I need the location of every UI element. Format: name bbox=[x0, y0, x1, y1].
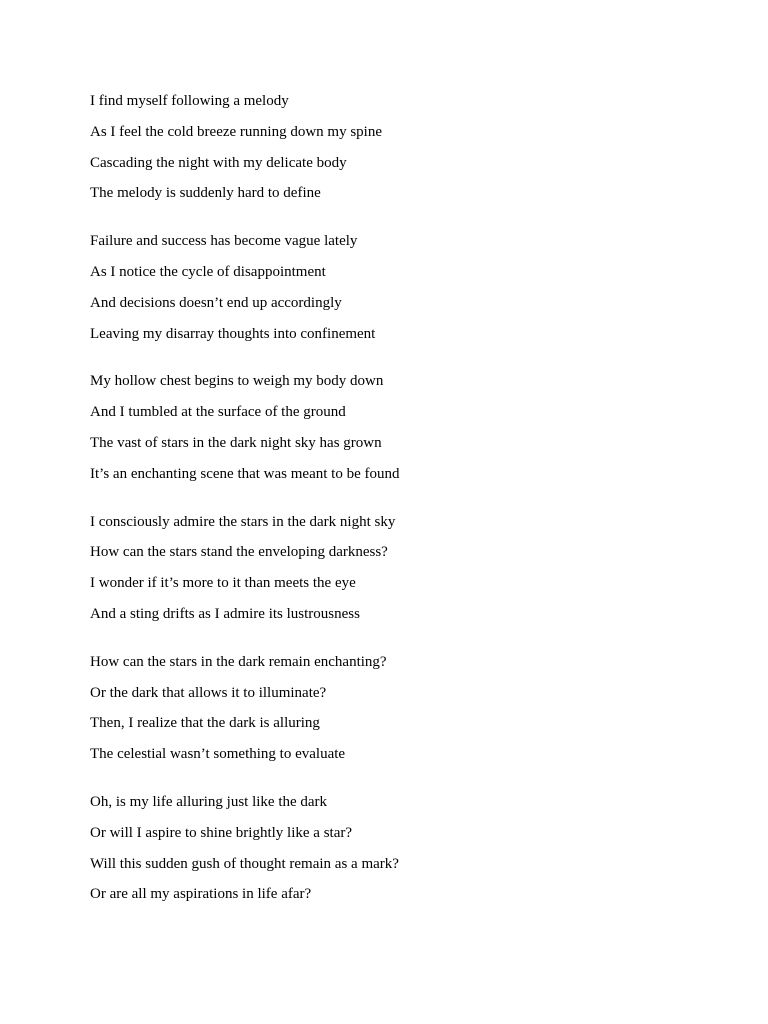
poem-line: It’s an enchanting scene that was meant to be found bbox=[90, 465, 400, 482]
poem-line: Will this sudden gush of thought remain as a mark? bbox=[90, 855, 399, 872]
stanza-6 bbox=[90, 791, 710, 914]
poem-line: How can the stars stand the enveloping darkness? bbox=[90, 544, 388, 561]
poem-line: Oh, is my life alluring just like the dark bbox=[90, 793, 328, 810]
poem-line: Failure and success has become vague lately bbox=[90, 233, 358, 250]
poem-line: I consciously admire the stars in the dark night sky bbox=[90, 513, 396, 530]
poem-line: And I tumbled at the surface of the ground bbox=[90, 404, 346, 421]
poem-line: Leaving my disarray thoughts into confinement bbox=[90, 325, 376, 342]
poem-line: And a sting drifts as I admire its lustrousness bbox=[90, 605, 360, 622]
poem-line: As I notice the cycle of disappointment bbox=[90, 263, 326, 280]
poem-line: My hollow chest begins to weigh my body down bbox=[90, 373, 384, 390]
poem-line: Cascading the night with my delicate body bbox=[90, 154, 347, 171]
poem-line: As I feel the cold breeze running down my spine bbox=[90, 123, 382, 140]
poem-line: Then, I realize that the dark is alluring bbox=[90, 715, 320, 732]
stanza-1 bbox=[90, 90, 710, 213]
poem-line: I find myself following a melody bbox=[90, 93, 289, 109]
poem-line: Or are all my aspirations in life afar? bbox=[90, 886, 312, 903]
poem-line: The celestial wasn’t something to evaluate bbox=[90, 746, 346, 763]
poem bbox=[90, 90, 710, 931]
poem-line: The melody is suddenly hard to define bbox=[90, 185, 321, 202]
poem-line: The vast of stars in the dark night sky has grown bbox=[90, 434, 382, 451]
stanza-4 bbox=[90, 511, 710, 634]
poem-line: I wonder if it’s more to it than meets the eye bbox=[90, 575, 356, 592]
poem-line: And decisions doesn’t end up accordingly bbox=[90, 294, 342, 311]
stanza-2 bbox=[90, 230, 710, 353]
poem-line: Or will I aspire to shine brightly like a star? bbox=[90, 824, 353, 841]
stanza-3 bbox=[90, 370, 710, 493]
poem-line: How can the stars in the dark remain enchanting? bbox=[90, 653, 387, 670]
stanza-5 bbox=[90, 651, 710, 774]
poem-line: Or the dark that allows it to illuminate? bbox=[90, 684, 327, 701]
